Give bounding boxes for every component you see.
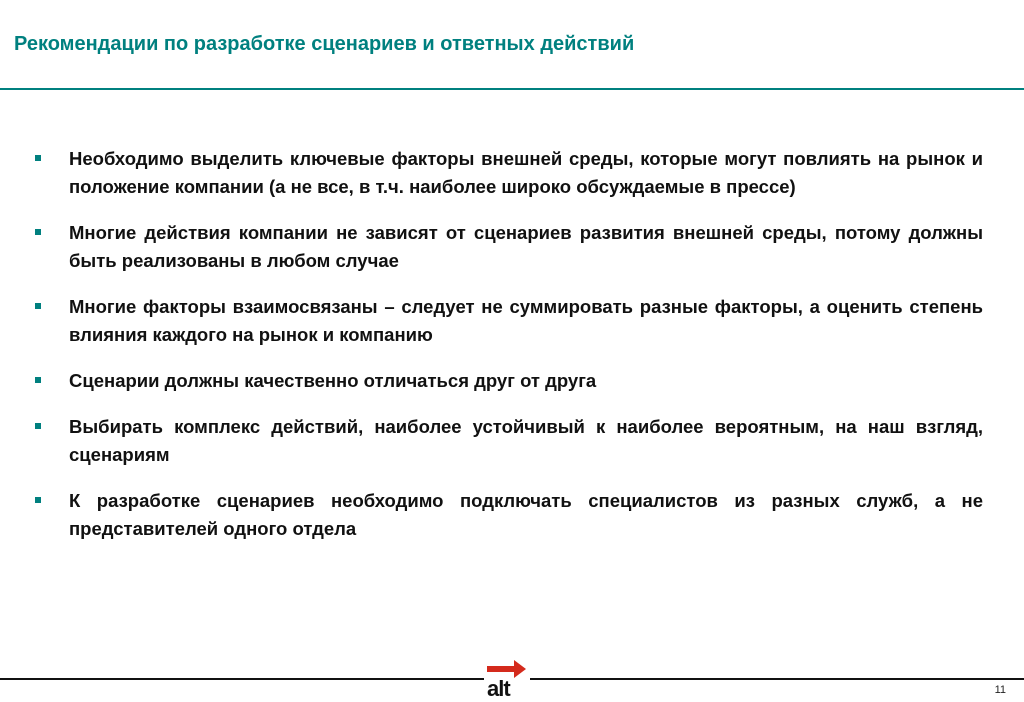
title-divider — [0, 88, 1024, 90]
page-number: 11 — [994, 684, 1006, 696]
bullet-text: Необходимо выделить ключевые факторы внешней среды, которые могут повлиять на рынок и положение компании (а не все, в т.ч. наиболее широко обсуждаемые в прессе) — [69, 148, 983, 197]
list-item — [35, 487, 983, 543]
bullet-text: Выбирать комплекс действий, наиболее устойчивый к наиболее вероятным, на наш взгляд, сценариям — [69, 416, 983, 465]
list-item — [35, 293, 983, 349]
list-item — [35, 145, 983, 201]
logo-text: alt — [487, 676, 510, 698]
square-bullet-icon — [35, 229, 41, 235]
bullet-text: К разработке сценариев необходимо подключать специалистов из разных служб, а не представителей одного отдела — [69, 490, 983, 539]
list-item — [35, 219, 983, 275]
bullet-text: Многие факторы взаимосвязаны – следует не суммировать разные факторы, а оценить степень влияния каждого на рынок и компанию — [69, 296, 983, 345]
list-item — [35, 367, 983, 395]
slide-title: Рекомендации по разработке сценариев и ответных действий — [14, 33, 635, 55]
square-bullet-icon — [35, 377, 41, 383]
square-bullet-icon — [35, 497, 41, 503]
list-item — [35, 413, 983, 469]
bullet-text: Сценарии должны качественно отличаться друг от друга — [69, 370, 597, 391]
square-bullet-icon — [35, 423, 41, 429]
arrow-logo-icon — [484, 652, 530, 698]
bullet-text: Многие действия компании не зависят от сценариев развития внешней среды, потому должны быть реализованы в любом случае — [69, 222, 983, 271]
square-bullet-icon — [35, 303, 41, 309]
bullet-list — [35, 145, 983, 561]
square-bullet-icon — [35, 155, 41, 161]
